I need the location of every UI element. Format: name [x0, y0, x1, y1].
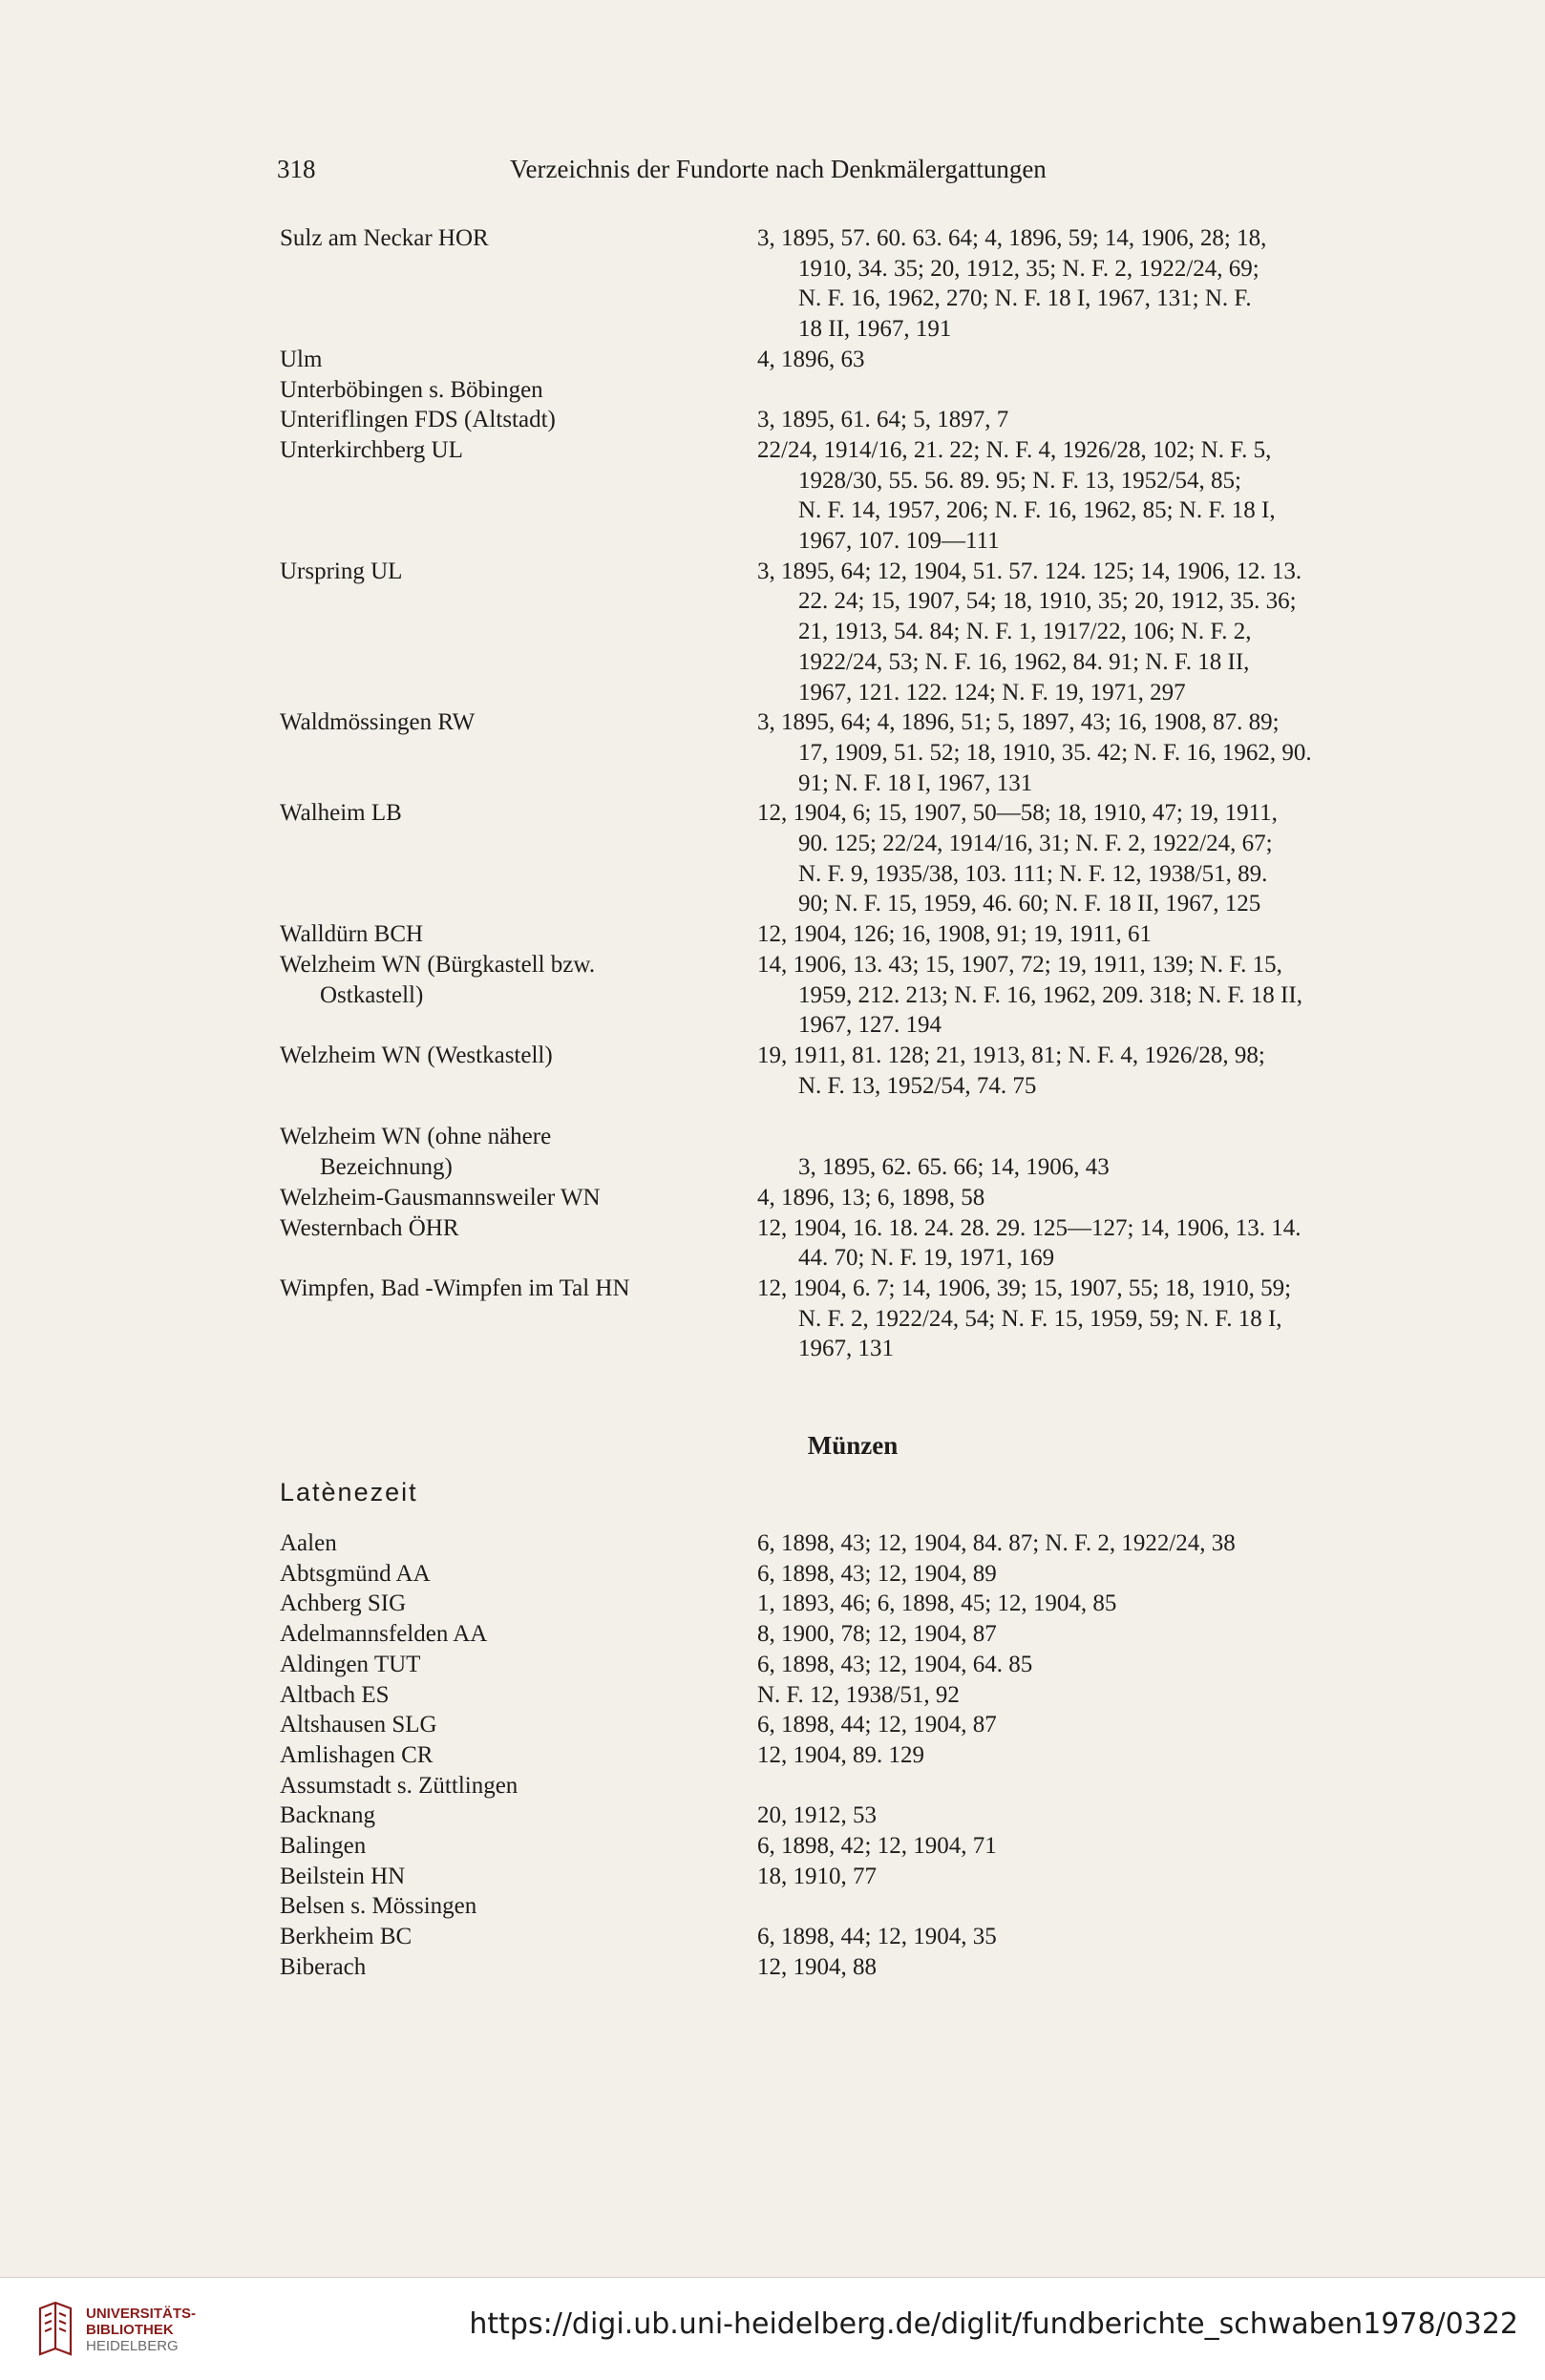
index-entry	[280, 1952, 1407, 1983]
place-name	[280, 1710, 757, 1740]
page-title: Verzeichnis der Fundorte nach Denkmälergattungen	[510, 155, 1047, 183]
citation-refs	[757, 1801, 1407, 1831]
citation-line: 6, 1898, 44; 12, 1904, 35	[757, 1924, 997, 1950]
place-name-line: Altbach ES	[280, 1681, 390, 1708]
place-name-line: Westernbach ÖHR	[280, 1214, 459, 1241]
index-entry	[280, 1862, 1407, 1892]
place-name-line: Assumstadt s. Züttlingen	[280, 1772, 519, 1799]
place-name-line: Welzheim WN (Bürgkastell bzw.	[280, 951, 596, 978]
subsection-title: Latènezeit	[280, 1478, 418, 1507]
index-entry	[280, 223, 1407, 345]
place-name-line: Unterböbingen s. Böbingen	[280, 376, 543, 403]
index-list-part-1	[280, 223, 1407, 1364]
place-name	[280, 1831, 757, 1862]
citation-line: 18, 1910, 77	[757, 1863, 877, 1889]
index-entry	[280, 1922, 1407, 1952]
place-name	[280, 1619, 757, 1650]
place-name	[280, 1041, 757, 1101]
citation-line: 12, 1904, 6; 15, 1907, 50—58; 18, 1910, 47; 19, 1911,	[757, 800, 1278, 827]
index-entry	[280, 1619, 1407, 1650]
index-entry	[280, 345, 1407, 375]
citation-refs	[757, 1619, 1407, 1650]
place-name	[280, 1183, 757, 1213]
citation-line: 12, 1904, 6. 7; 14, 1906, 39; 15, 1907, 55; 18, 1910, 59;	[757, 1274, 1292, 1301]
index-entry	[280, 375, 1407, 406]
citation-refs	[757, 1831, 1407, 1862]
citation-line: 3, 1895, 64; 12, 1904, 51. 57. 124. 125; 14, 1906, 12. 13.	[757, 558, 1302, 584]
citation-line: 18 II, 1967, 191	[798, 316, 952, 343]
citation-refs	[757, 919, 1407, 950]
citation-line	[757, 1122, 1407, 1152]
citation-refs	[757, 223, 1407, 345]
index-entry	[280, 557, 1407, 708]
citation-line: N. F. 9, 1935/38, 103. 111; N. F. 12, 1938/51, 89.	[798, 860, 1268, 887]
place-name-line: Achberg SIG	[280, 1590, 407, 1617]
place-name-line: Bezeichnung)	[320, 1154, 453, 1181]
index-entry	[280, 1589, 1407, 1619]
place-name-line: Welzheim WN (ohne nähere	[280, 1124, 552, 1150]
index-entry	[280, 1740, 1407, 1771]
citation-refs	[757, 1952, 1407, 1983]
citation-line: 3, 1895, 57. 60. 63. 64; 4, 1896, 59; 14, 1906, 28; 18,	[757, 225, 1267, 251]
place-name-line: Aalen	[280, 1530, 337, 1557]
place-name-line: Walheim LB	[280, 800, 402, 827]
citation-line: 19, 1911, 81. 128; 21, 1913, 81; N. F. 4, 1926/28, 98;	[757, 1042, 1265, 1068]
citation-line: 1967, 107. 109—111	[798, 528, 1000, 555]
citation-line: N. F. 12, 1938/51, 92	[757, 1681, 960, 1708]
place-name-line: Ostkastell)	[320, 981, 424, 1008]
citation-refs	[757, 1274, 1407, 1364]
citation-line: 21, 1913, 54. 84; N. F. 1, 1917/22, 106; N. F. 2,	[798, 619, 1252, 645]
place-name	[280, 919, 757, 950]
index-entry	[280, 1771, 1407, 1801]
citation-refs	[757, 798, 1407, 919]
citation-refs	[757, 1862, 1407, 1892]
citation-line: 6, 1898, 43; 12, 1904, 84. 87; N. F. 2, 1922/24, 38	[757, 1530, 1236, 1557]
citation-line: 1, 1893, 46; 6, 1898, 45; 12, 1904, 85	[757, 1590, 1117, 1617]
index-entry	[280, 1559, 1407, 1590]
section-title: Münzen	[807, 1431, 899, 1461]
index-entry	[280, 1710, 1407, 1740]
citation-line: 1922/24, 53; N. F. 16, 1962, 84. 91; N. F. 18 II,	[798, 648, 1250, 675]
citation-refs	[757, 345, 1407, 375]
citation-line: N. F. 2, 1922/24, 54; N. F. 15, 1959, 59; N. F. 18 I,	[798, 1305, 1282, 1332]
place-name	[280, 1771, 757, 1801]
citation-refs	[757, 707, 1407, 798]
citation-refs	[757, 435, 1407, 557]
place-name-line: Aldingen TUT	[280, 1651, 421, 1677]
citation-line: 1967, 131	[798, 1336, 894, 1362]
citation-refs	[757, 1183, 1407, 1213]
page-number: 318	[277, 155, 316, 183]
citation-line: 12, 1904, 126; 16, 1908, 91; 19, 1911, 61	[757, 921, 1152, 948]
citation-refs	[757, 375, 1407, 406]
place-name-line: Urspring UL	[280, 558, 403, 584]
citation-line: 6, 1898, 43; 12, 1904, 64. 85	[757, 1651, 1033, 1677]
citation-line: 3, 1895, 62. 65. 66; 14, 1906, 43	[798, 1154, 1110, 1181]
place-name-line: Waldmössingen RW	[280, 709, 476, 736]
place-name	[280, 1589, 757, 1619]
citation-refs	[757, 1122, 1407, 1182]
place-name	[280, 1213, 757, 1274]
place-name-line: Altshausen SLG	[280, 1712, 437, 1738]
footer-bar	[0, 2277, 1545, 2380]
citation-line: 12, 1904, 88	[757, 1953, 877, 1980]
citation-refs	[757, 405, 1407, 435]
index-entry	[280, 919, 1407, 950]
index-entry	[280, 1528, 1407, 1559]
citation-refs	[757, 1922, 1407, 1952]
place-name-line: Welzheim-Gausmannsweiler WN	[280, 1184, 601, 1211]
place-name	[280, 1528, 757, 1559]
citation-line: 17, 1909, 51. 52; 18, 1910, 35. 42; N. F. 16, 1962, 90.	[798, 739, 1312, 766]
place-name-line: Sulz am Neckar HOR	[280, 225, 489, 251]
citation-refs	[757, 1740, 1407, 1771]
place-name	[280, 1680, 757, 1711]
place-name-line: Beilstein HN	[280, 1863, 406, 1889]
place-name	[280, 1891, 757, 1922]
place-name	[280, 1559, 757, 1590]
place-name-line: Balingen	[280, 1833, 367, 1860]
citation-line: 1928/30, 55. 56. 89. 95; N. F. 13, 1952/54, 85;	[798, 467, 1241, 494]
place-name	[280, 375, 757, 406]
citation-line: 6, 1898, 44; 12, 1904, 87	[757, 1712, 997, 1738]
citation-refs	[757, 1041, 1407, 1101]
library-logo-icon	[36, 2299, 74, 2360]
place-name	[280, 1740, 757, 1771]
citation-line: 1910, 34. 35; 20, 1912, 35; N. F. 2, 1922/24, 69;	[798, 255, 1259, 282]
citation-refs	[757, 1680, 1407, 1711]
place-name-line: Backnang	[280, 1802, 375, 1829]
citation-refs	[757, 1528, 1407, 1559]
citation-line: 90; N. F. 15, 1959, 46. 60; N. F. 18 II, 1967, 125	[798, 891, 1261, 917]
citation-line: 91; N. F. 18 I, 1967, 131	[798, 769, 1033, 796]
citation-refs	[757, 557, 1407, 708]
index-entry	[280, 798, 1407, 919]
place-name	[280, 798, 757, 919]
citation-line: 6, 1898, 43; 12, 1904, 89	[757, 1560, 997, 1587]
library-logo-text: UNIVERSITÄTS- BIBLIOTHEK HEIDELBERG	[86, 2305, 197, 2354]
place-name	[280, 1801, 757, 1831]
index-entry	[280, 1183, 1407, 1213]
place-name	[280, 1122, 757, 1182]
place-name	[280, 557, 757, 708]
citation-line: 1967, 127. 194	[798, 1012, 942, 1039]
place-name-line: Welzheim WN (Westkastell)	[280, 1042, 553, 1068]
place-name-line: Walldürn BCH	[280, 921, 424, 948]
place-name	[280, 1862, 757, 1892]
place-name-line: Adelmannsfelden AA	[280, 1621, 488, 1648]
citation-line: 1967, 121. 122. 124; N. F. 19, 1971, 297	[798, 679, 1186, 706]
citation-line: 8, 1900, 78; 12, 1904, 87	[757, 1621, 997, 1648]
citation-line: 44. 70; N. F. 19, 1971, 169	[798, 1245, 1055, 1272]
citation-line: N. F. 13, 1952/54, 74. 75	[798, 1072, 1037, 1099]
citation-line: 1959, 212. 213; N. F. 16, 1962, 209. 318; N. F. 18 II,	[798, 981, 1302, 1008]
index-entry	[280, 1041, 1407, 1101]
index-entry	[280, 1680, 1407, 1711]
place-name	[280, 435, 757, 557]
place-name	[280, 1952, 757, 1983]
page-content	[280, 223, 1407, 1983]
citation-line: 3, 1895, 61. 64; 5, 1897, 7	[757, 407, 1009, 433]
citation-line: 90. 125; 22/24, 1914/16, 31; N. F. 2, 1922/24, 67;	[798, 831, 1273, 857]
citation-refs	[757, 1650, 1407, 1680]
citation-refs	[757, 1559, 1407, 1590]
place-name-line: Wimpfen, Bad -Wimpfen im Tal HN	[280, 1274, 630, 1301]
place-name	[280, 405, 757, 435]
citation-refs	[757, 1710, 1407, 1740]
place-name	[280, 1922, 757, 1952]
citation-refs	[757, 1589, 1407, 1619]
index-entry	[280, 435, 1407, 557]
index-entry	[280, 707, 1407, 798]
citation-refs	[757, 950, 1407, 1041]
citation-line: 4, 1896, 63	[757, 346, 865, 372]
place-name-line: Berkheim BC	[280, 1924, 413, 1950]
citation-line: 12, 1904, 89. 129	[757, 1741, 924, 1768]
place-name	[280, 1274, 757, 1364]
citation-line: 6, 1898, 42; 12, 1904, 71	[757, 1833, 997, 1860]
library-logo[interactable]	[36, 2299, 196, 2360]
place-name-line: Biberach	[280, 1953, 367, 1980]
citation-line: 14, 1906, 13. 43; 15, 1907, 72; 19, 1911, 139; N. F. 15,	[757, 951, 1282, 978]
citation-line: 20, 1912, 53	[757, 1802, 877, 1829]
index-list-part-2	[280, 1528, 1407, 1983]
place-name	[280, 707, 757, 798]
place-name-line: Abtsgmünd AA	[280, 1560, 431, 1587]
citation-line: 22/24, 1914/16, 21. 22; N. F. 4, 1926/28, 102; N. F. 5,	[757, 436, 1272, 463]
index-entry	[280, 950, 1407, 1041]
place-name	[280, 1650, 757, 1680]
index-entry	[280, 1801, 1407, 1831]
citation-line: N. F. 14, 1957, 206; N. F. 16, 1962, 85; N. F. 18 I,	[798, 497, 1276, 524]
place-name	[280, 950, 757, 1041]
citation-refs	[757, 1891, 1407, 1922]
citation-line: 12, 1904, 16. 18. 24. 28. 29. 125—127; 14, 1906, 13. 14.	[757, 1214, 1302, 1241]
place-name-line: Unteriflingen FDS (Altstadt)	[280, 407, 556, 433]
index-entry	[280, 1122, 1407, 1182]
place-name	[280, 345, 757, 375]
index-entry	[280, 1891, 1407, 1922]
citation-line: 4, 1896, 13; 6, 1898, 58	[757, 1184, 985, 1211]
index-entry	[280, 1650, 1407, 1680]
index-entry	[280, 1831, 1407, 1862]
citation-line: 3, 1895, 64; 4, 1896, 51; 5, 1897, 43; 16, 1908, 87. 89;	[757, 709, 1280, 736]
citation-line: 22. 24; 15, 1907, 54; 18, 1910, 35; 20, 1912, 35. 36;	[798, 588, 1297, 615]
citation-refs	[757, 1213, 1407, 1274]
place-name-line: Ulm	[280, 346, 323, 372]
place-name-line: Amlishagen CR	[280, 1741, 434, 1768]
entry-spacer	[280, 1101, 1407, 1122]
place-name-line: Belsen s. Mössingen	[280, 1893, 477, 1920]
place-name-line: Unterkirchberg UL	[280, 436, 463, 463]
citation-line: N. F. 16, 1962, 270; N. F. 18 I, 1967, 131; N. F.	[798, 285, 1252, 312]
index-entry	[280, 1213, 1407, 1274]
citation-refs	[757, 1771, 1407, 1801]
place-name	[280, 223, 757, 345]
source-url[interactable]: https://digi.ub.uni-heidelberg.de/diglit/fundberichte_schwaben1978/0322	[469, 2307, 1518, 2341]
index-entry	[280, 1274, 1407, 1364]
index-entry	[280, 405, 1407, 435]
